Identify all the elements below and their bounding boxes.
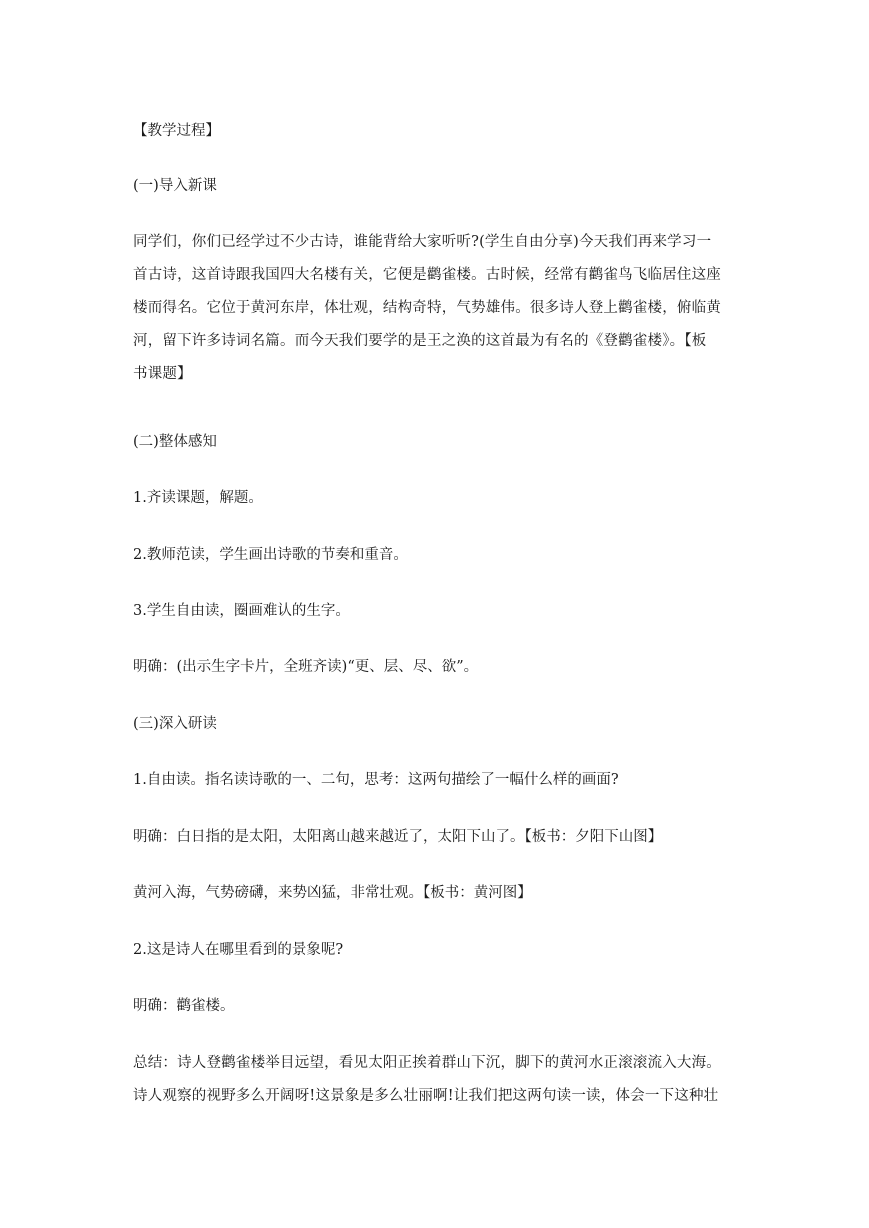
paragraph-line: 书课题】 xyxy=(133,366,192,382)
list-item: 1.齐读课题，解题。 xyxy=(133,490,263,506)
clarification-text: 明确：白日指的是太阳，太阳离山越来越近了，太阳下山了。【板书：夕阳下山图】 xyxy=(133,829,663,845)
paragraph-line: 河，留下许多诗词名篇。而今天我们要学的是王之涣的这首最为有名的《登鹳雀楼》。【板 xyxy=(133,333,707,349)
clarification-text: 明确：鹳雀楼。 xyxy=(133,998,235,1014)
list-item: 2.教师范读，学生画出诗歌的节奏和重音。 xyxy=(133,547,408,563)
paragraph-line: 总结：诗人登鹳雀楼举目远望，看见太阳正挨着群山下沉，脚下的黄河水正滚滚流入大海。 xyxy=(133,1055,721,1071)
section-title-overview: (二)整体感知 xyxy=(133,434,217,450)
list-item: 3.学生自由读，圈画难认的生字。 xyxy=(133,603,350,619)
section-title-intro: (一)导入新课 xyxy=(133,178,217,194)
clarification-text: 明确：(出示生字卡片，全班齐读)“更、层、尽、欲”。 xyxy=(133,659,479,675)
list-item: 2.这是诗人在哪里看到的景象呢? xyxy=(133,942,344,958)
paragraph-line: 首古诗，这首诗跟我国四大名楼有关，它便是鹳雀楼。古时候，经常有鹳雀鸟飞临居住这座 xyxy=(133,267,721,283)
paragraph-line: 楼而得名。它位于黄河东岸，体壮观，结构奇特，气势雄伟。很多诗人登上鹳雀楼，俯临黄 xyxy=(133,300,721,316)
paragraph-line: 诗人观察的视野多么开阔呀!这景象是多么壮丽啊!让我们把这两句读一读，体会一下这种壮 xyxy=(133,1088,719,1104)
body-text: 黄河入海，气势磅礴，来势凶猛，非常壮观。【板书：黄河图】 xyxy=(133,885,532,901)
section-title-study: (三)深入研读 xyxy=(133,716,217,732)
section-heading: 【教学过程】 xyxy=(133,123,220,139)
list-item: 1.自由读。指名读诗歌的一、二句，思考：这两句描绘了一幅什么样的画面? xyxy=(133,772,619,788)
paragraph-line: 同学们，你们已经学过不少古诗，谁能背给大家听听?(学生自由分享)今天我们再来学习一 xyxy=(133,234,712,250)
